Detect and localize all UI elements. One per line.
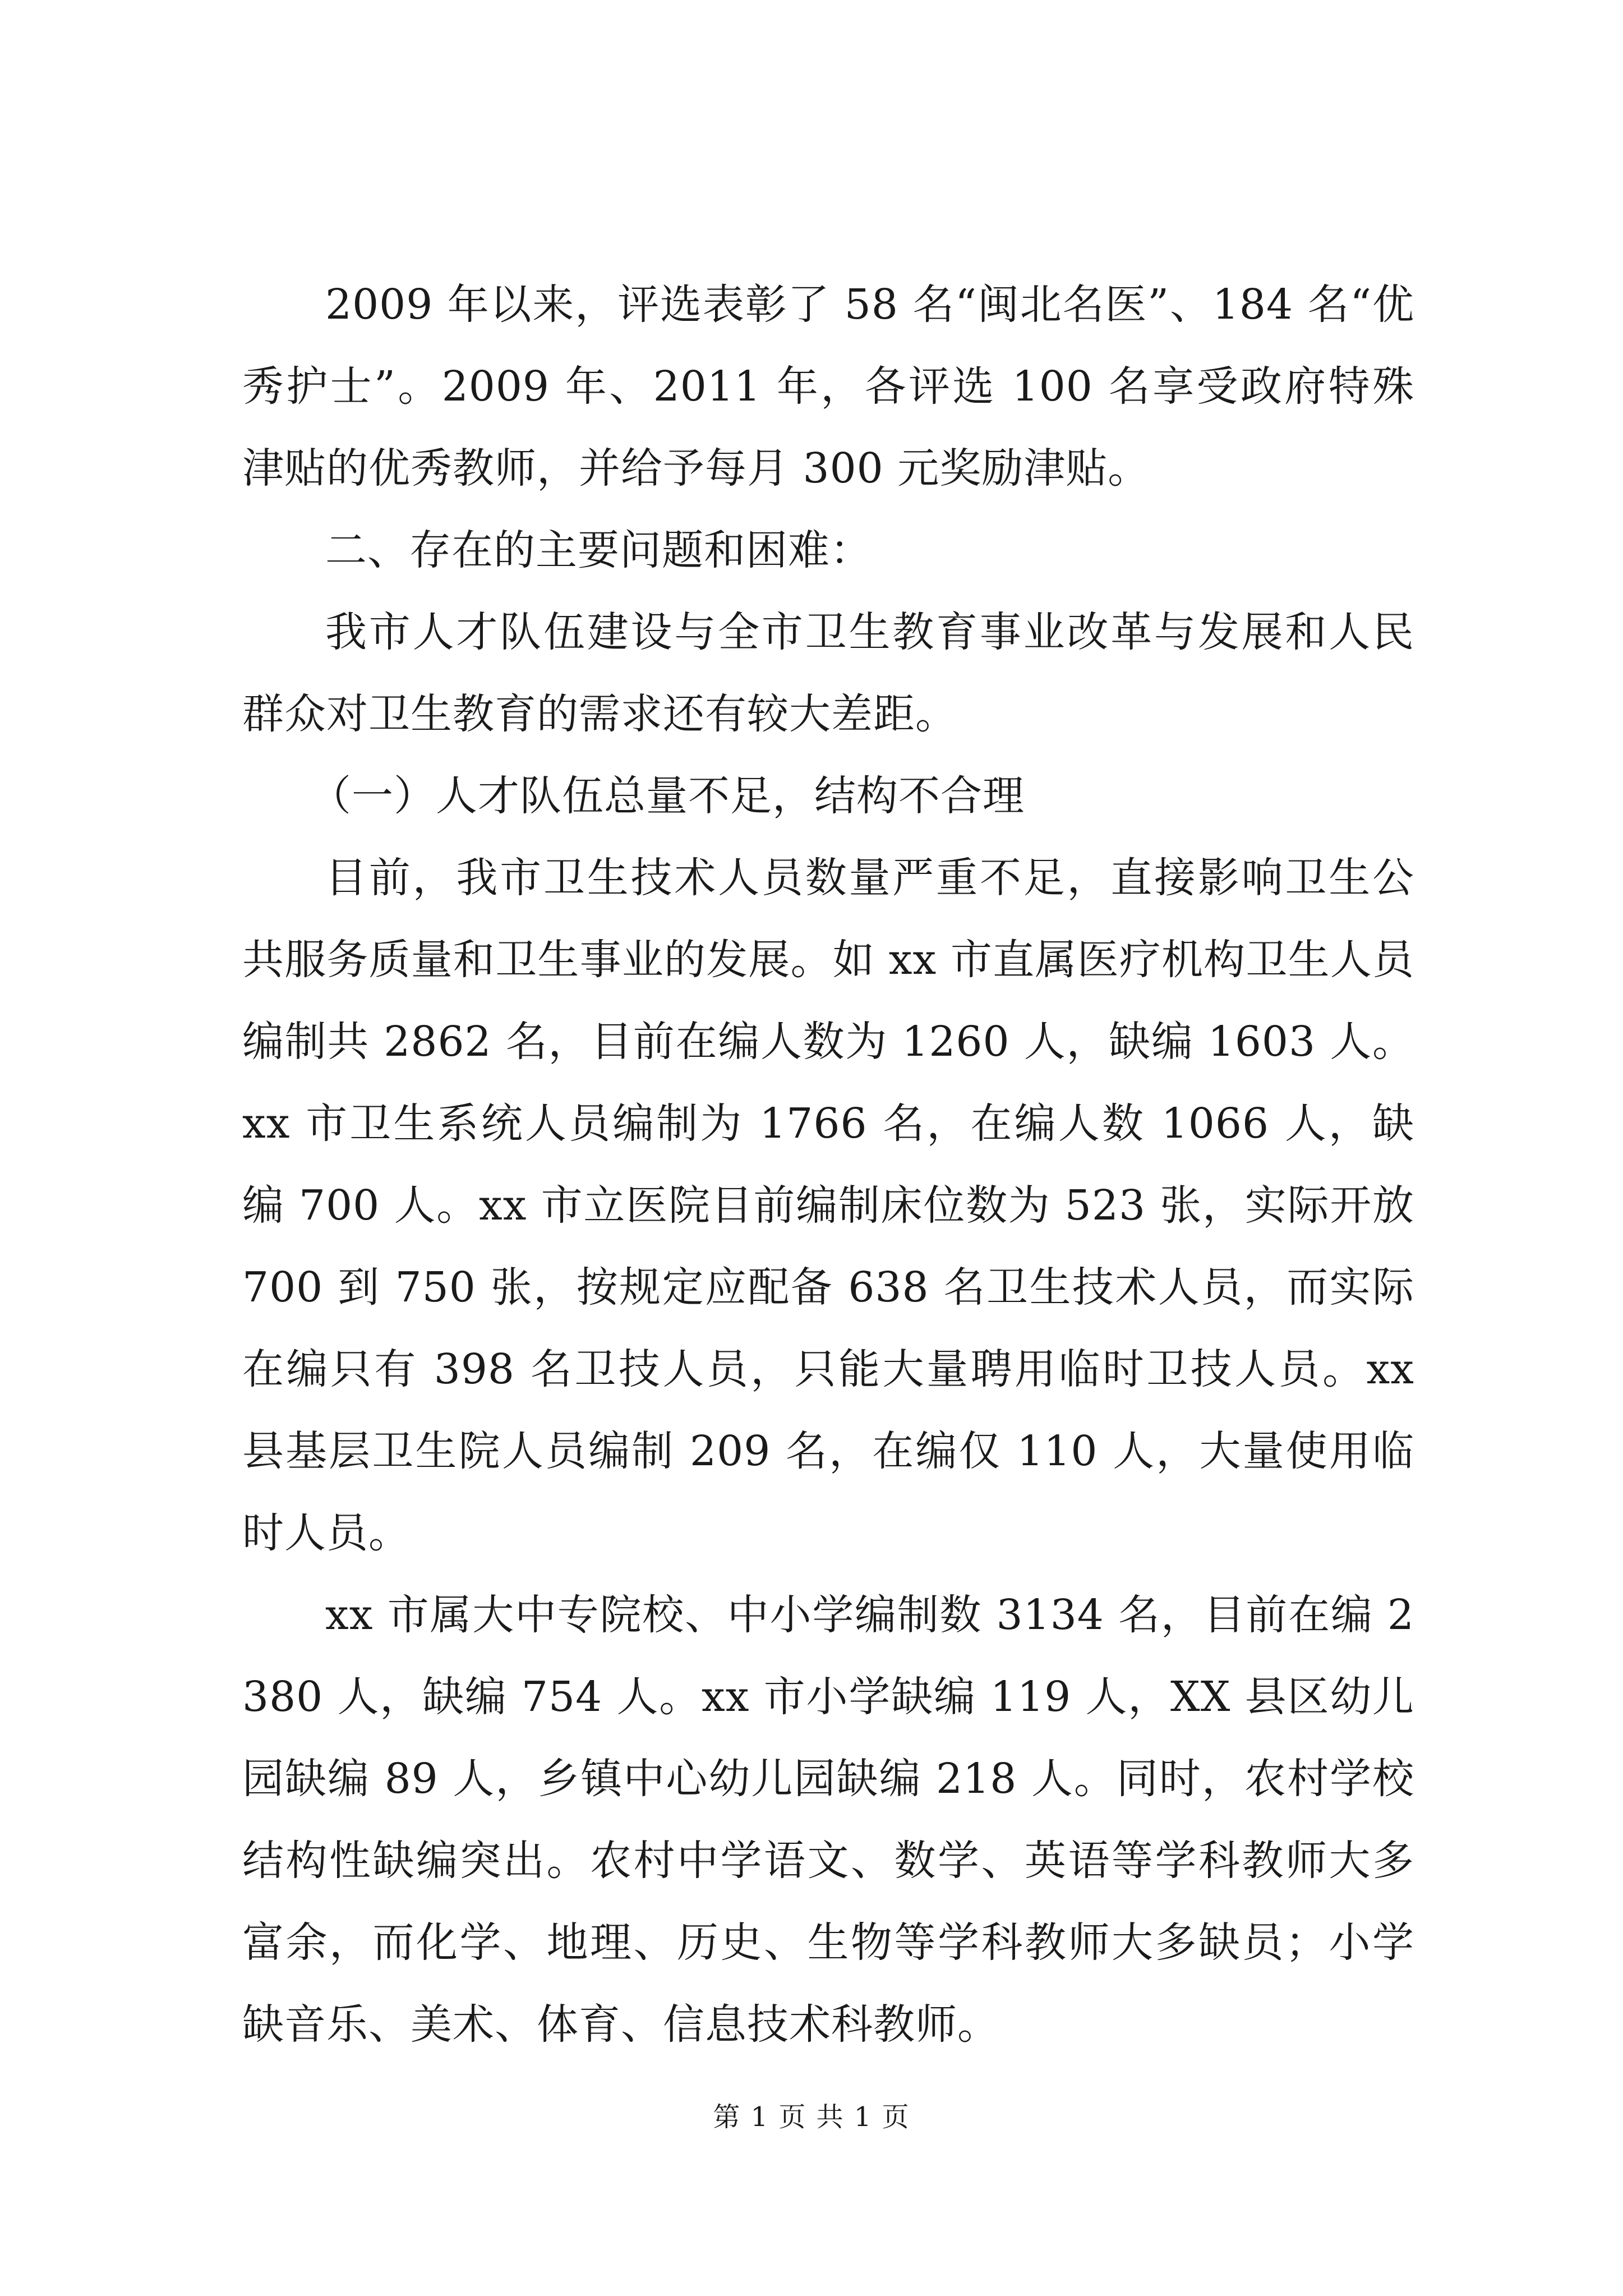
page-footer: 第 1 页 共 1 页 — [713, 2101, 910, 2133]
document-body — [242, 264, 1414, 2065]
paragraph-health-staff: 目前，我市卫生技术人员数量严重不足，直接影响卫生公共服务质量和卫生事业的发展。如 xx 市直属医疗机构卫生人员编制共 2862 名，目前在编人数为 1260 人，缺编 1603 人。xx 市卫生系统人员编制为 1766 名，在编人数 1066 人，缺编 700 人。xx 市立医院目前编制床位数为 523 张，实际开放 700 到 750 张，按规定应配备 638 名卫生技术人员，而实际在编只有 398 名卫技人员，只能大量聘用临时卫技人员。xx 县基层卫生院人员编制 209 名，在编仅 110 人，大量使用临时人员。 — [242, 854, 1414, 1557]
paragraph-education-staff: xx 市属大中专院校、中小学编制数 3134 名，目前在编 2380 人，缺编 754 人。xx 市小学缺编 119 人，XX 县区幼儿园缺编 89 人，乡镇中心幼儿园缺编 218 人。同时，农村学校结构性缺编突出。农村中学语文、数学、英语等学科教师大多富余，而化学、地理、历史、生物等学科教师大多缺员；小学缺音乐、美术、体育、信息技术科教师。 — [242, 1591, 1414, 2049]
section-heading-problems: 二、存在的主要问题和困难： — [325, 526, 872, 574]
paragraph-gap: 我市人才队伍建设与全市卫生教育事业改革与发展和人民群众对卫生教育的需求还有较大差距。 — [242, 608, 1414, 738]
subsection-heading-shortage: （一）人才队伍总量不足，结构不合理 — [310, 772, 1025, 820]
paragraph-awards: 2009 年以来，评选表彰了 58 名“闽北名医”、184 名“优秀护士”。2009 年、2011 年，各评选 100 名享受政府特殊津贴的优秀教师，并给予每月 300 元奖励津贴。 — [242, 280, 1414, 493]
